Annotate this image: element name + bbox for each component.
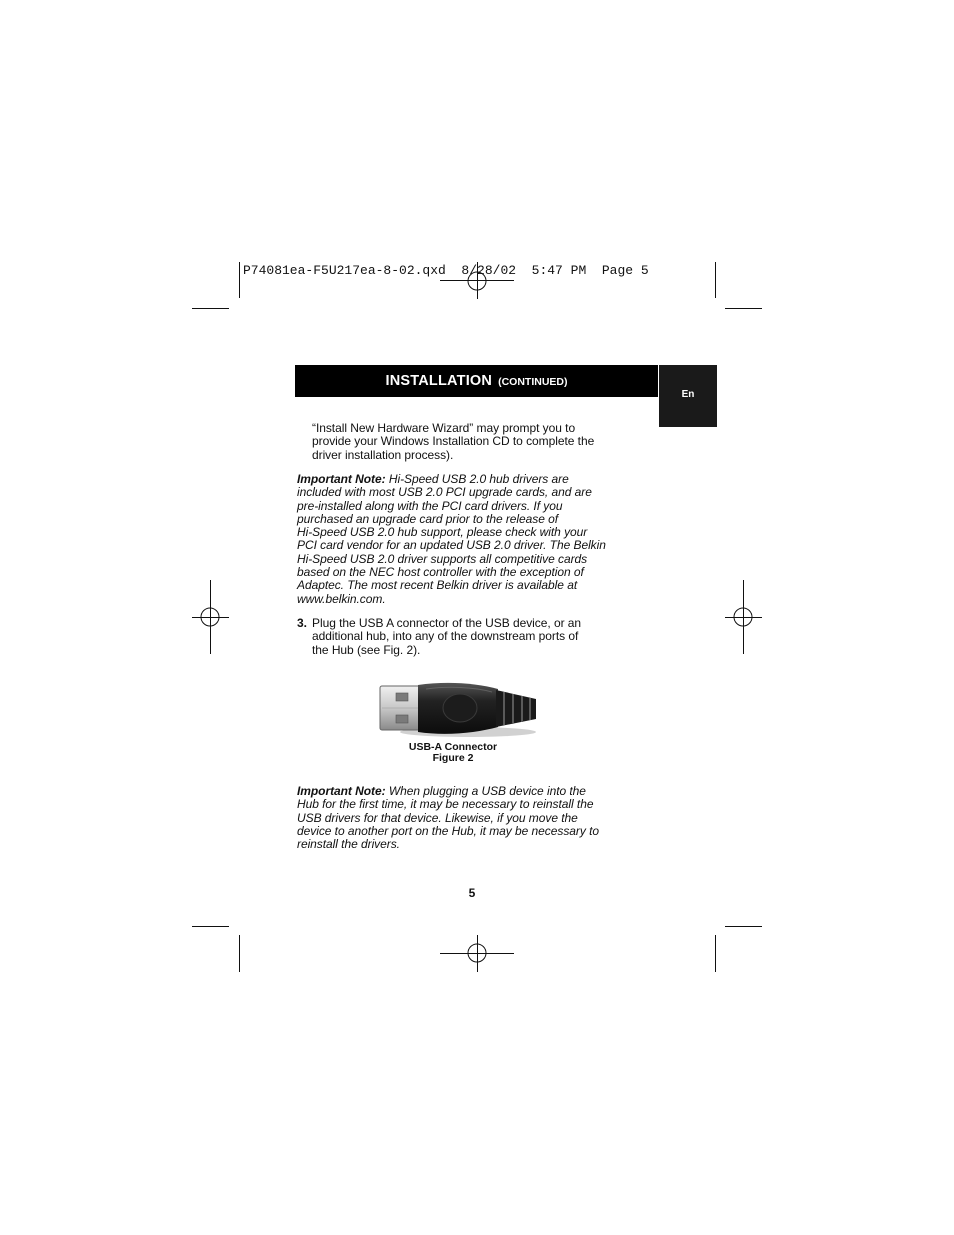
- figure-caption-title: USB-A Connector: [408, 741, 498, 753]
- language-tab: [659, 365, 717, 427]
- paragraph-line: [297, 785, 599, 798]
- paragraph-line: www.belkin.com.: [297, 591, 386, 606]
- usb-metal-plug: [380, 686, 422, 730]
- paragraph-line: the Hub (see Fig. 2).: [312, 642, 421, 657]
- important-note-drivers: [297, 473, 606, 606]
- paragraph-line: [297, 473, 606, 486]
- paragraph-line: pre-installed along with the PCI card drivers. If you: [297, 498, 563, 513]
- usb-connector-body: [418, 683, 498, 734]
- step-number: 3.: [297, 616, 308, 630]
- paragraph-line: reinstall the drivers.: [297, 837, 400, 852]
- paragraph-line: driver installation process).: [312, 447, 454, 462]
- important-note-label: Important Note:: [297, 472, 386, 486]
- section-header-bar: [295, 365, 658, 397]
- paragraph-line: provide your Windows Installation CD to complete the: [312, 434, 595, 449]
- paragraph-line: included with most USB 2.0 PCI upgrade cards, and are: [297, 485, 592, 500]
- registration-mark-right: [725, 580, 762, 654]
- print-slug: P74081ea-F5U217ea-8-02.qxd 8/28/02 5:47 PM Page 5: [243, 263, 649, 278]
- paragraph-line: Hi-Speed USB 2.0 hub support, please check with your: [297, 525, 588, 540]
- page-number: 5: [468, 886, 476, 900]
- paragraph-line: Adaptec. The most recent Belkin driver is available at: [297, 578, 578, 593]
- note-text: Hi-Speed USB 2.0 hub drivers are: [388, 472, 569, 486]
- section-subtitle: (CONTINUED): [498, 376, 568, 388]
- paragraph-line: Hi-Speed USB 2.0 driver supports all competitive cards: [297, 551, 588, 566]
- paragraph-line: USB drivers for that device. Likewise, if you move the: [297, 810, 578, 825]
- figure-caption: [393, 742, 513, 764]
- important-note-label: Important Note:: [297, 784, 386, 798]
- paragraph-line: Plug the USB A connector of the USB device, or an: [312, 616, 582, 630]
- figure-label: Figure 2: [432, 752, 474, 764]
- paragraph-line: device to another port on the Hub, it may be necessary to: [297, 823, 599, 838]
- important-note-reinstall: [297, 785, 599, 851]
- usb-connector-image: [376, 680, 540, 738]
- section-title: INSTALLATION: [385, 373, 493, 389]
- intro-paragraph: [312, 422, 594, 462]
- registration-mark-bottom: [440, 935, 514, 972]
- usb-strain-relief: [496, 690, 536, 727]
- paragraph-line: “Install New Hardware Wizard” may prompt you to: [312, 421, 576, 435]
- paragraph-line: additional hub, into any of the downstream ports of: [312, 629, 579, 644]
- registration-mark-left: [192, 580, 229, 654]
- language-tab-label: En: [681, 389, 695, 400]
- paragraph-line: Hub for the first time, it may be necessary to reinstall the: [297, 797, 594, 812]
- paragraph-line: based on the NEC host controller with the exception of: [297, 565, 584, 580]
- step-3-text: [312, 617, 581, 657]
- paragraph-line: PCI card vendor for an updated USB 2.0 driver. The Belkin: [297, 538, 606, 553]
- paragraph-line: purchased an upgrade card prior to the release of: [297, 511, 559, 526]
- note-text: When plugging a USB device into the: [388, 784, 586, 798]
